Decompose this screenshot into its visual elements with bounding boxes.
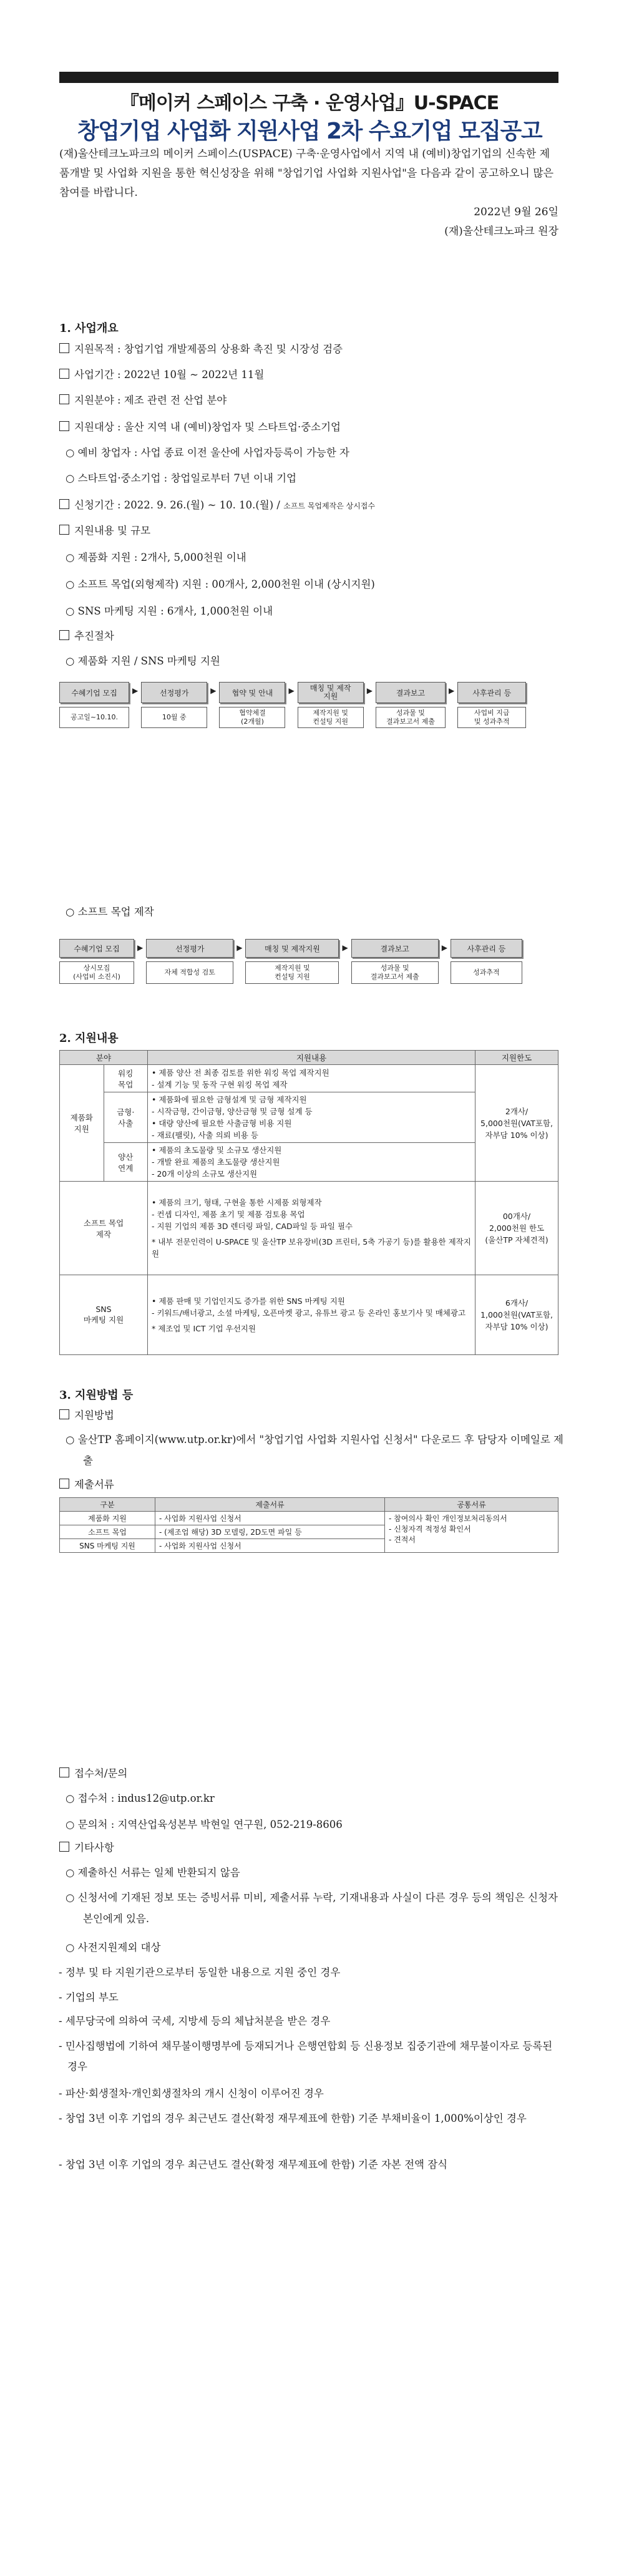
circle-bullet-icon: ○ (66, 1867, 78, 1879)
sub-item: ○ 접수처 : indus12@utp.or.kr (66, 1792, 215, 1804)
overview-item: 지원목적 : 창업기업 개발제품의 상용화 촉진 및 시장성 검증 (59, 339, 565, 360)
arrow-right-icon: ▶ (236, 943, 243, 952)
contact-heading: 접수처/문의 (59, 1763, 565, 1784)
arrow-right-icon: ▶ (342, 943, 348, 952)
exclusion-item: - 세무당국에 의하여 국세, 지방세 등의 체납처분을 받은 경우 (59, 2015, 331, 2027)
sub-item: ○ 소프트 목업 제작 (66, 906, 154, 918)
flow-step: 수혜기업 모집 공고일~10.10. (59, 682, 129, 728)
flow-step: 매칭 및 제작지원 제작지원 및 컨설팅 지원 (245, 939, 339, 984)
docs-heading: 제출서류 (59, 1474, 565, 1495)
page-subtitle: 『메이커 스페이스 구축 · 운영사업』U-SPACE (120, 92, 499, 114)
exclusion-item: - 정부 및 타 지원기관으로부터 동일한 내용으로 지원 중인 경우 (59, 1966, 341, 1978)
flow-step: 협약 및 안내 협약체결 (2개월) (219, 682, 285, 728)
circle-bullet-icon: ○ (66, 552, 78, 563)
circle-bullet-icon: ○ (66, 1942, 78, 1953)
checkbox-icon (59, 499, 69, 509)
circle-bullet-icon: ○ (66, 1434, 78, 1446)
circle-bullet-icon: ○ (66, 655, 78, 667)
title-bar (59, 72, 558, 83)
checkbox-icon (59, 394, 69, 404)
sub-item: ○ SNS 마케팅 지원 : 6개사, 1,000천원 이내 (66, 605, 273, 617)
flow-step: 매칭 및 제작 지원 제작지원 및 컨설팅 지원 (298, 682, 364, 728)
sub-item: ○ 사전지원제외 대상 (66, 1942, 161, 1953)
checkbox-icon (59, 1409, 69, 1419)
signer: (재)울산테크노파크 원장 (444, 225, 558, 238)
checkbox-icon (59, 1767, 69, 1777)
checkbox-icon (59, 630, 69, 640)
apply-heading: 지원방법 (59, 1405, 565, 1426)
checkbox-icon (59, 525, 69, 535)
circle-bullet-icon: ○ (66, 447, 78, 459)
flow-step: 사후관리 등 성과추적 (451, 939, 522, 984)
arrow-right-icon: ▶ (366, 686, 373, 695)
sub-item: ○ 예비 창업자 : 사업 종료 이전 울산에 사업자등록이 가능한 자 (66, 447, 349, 459)
flow-step: 결과보고 성과물 및 결과보고서 제출 (351, 939, 439, 984)
circle-bullet-icon: ○ (66, 472, 78, 484)
sub-item: ○ 제품화 지원 : 2개사, 5,000천원 이내 (66, 552, 246, 563)
docs-table: 구분 제출서류 공통서류 제품화 지원 - 사업화 지원사업 신청서 - 참여의사 확인 개인정보처리동의서 - 신청자격 적정성 확인서 - 견적서 소프트 목업 - (제조업 해당) 3D 모델링, 2D도면 파일 등 SNS 마케팅 지원 - 사업화 지원사업 신청서 (59, 1497, 558, 1553)
arrow-right-icon: ▶ (288, 686, 295, 695)
arrow-right-icon: ▶ (210, 686, 217, 695)
checkbox-icon (59, 1842, 69, 1852)
sub-item: ○ 스타트업·중소기업 : 창업일로부터 7년 이내 기업 (66, 472, 297, 484)
page-title: 창업기업 사업화 지원사업 2차 수요기업 모집공고 (77, 119, 542, 144)
sub-item: ○ 제출하신 서류는 일체 반환되지 않음 (66, 1867, 240, 1879)
process-flow-1 (59, 682, 526, 728)
flow-step: 선정평가 자체 적합성 검토 (146, 939, 233, 984)
checkbox-icon (59, 369, 69, 379)
flow-step: 선정평가 10월 중 (141, 682, 207, 728)
process-flow-2 (59, 939, 522, 984)
exclusion-item: - 민사집행법에 기하여 채무불이행명부에 등재되거나 은행연합회 등 신용정보 집중기관에 채무불이자로 등록된 경우 (59, 2040, 553, 2073)
apply-period: 신청기간 : 2022. 9. 26.(월) ~ 10. 10.(월) / 소프트 목업제작은 상시접수 (59, 495, 565, 517)
arrow-right-icon: ▶ (448, 686, 455, 695)
intro-text: (재)울산테크노파크의 메이커 스페이스(USPACE) 구축·운영사업에서 지역 내 (예비)창업기업의 신속한 제품개발 및 사업화 지원을 통한 혁신성장을 위해 "창업기업 사업화 지원사업"을 다음과 같이 공고하오니 많은 참여를 바랍니다. (59, 148, 554, 199)
overview-item: 사업기간 : 2022년 10월 ~ 2022년 11월 (59, 364, 565, 386)
scale-heading: 지원내용 및 규모 (59, 520, 565, 542)
arrow-right-icon: ▶ (132, 686, 139, 695)
circle-bullet-icon: ○ (66, 1892, 78, 1903)
flow-step: 결과보고 성과물 및 결과보고서 제출 (376, 682, 446, 728)
sub-item: ○ 소프트 목업(외형제작) 지원 : 00개사, 2,000천원 이내 (상시지원) (66, 578, 375, 590)
arrow-right-icon: ▶ (137, 943, 144, 952)
checkbox-icon (59, 343, 69, 353)
exclusion-item: - 기업의 부도 (59, 1991, 119, 2003)
exclusion-item: - 파산·회생절차·개인회생절차의 개시 신청이 이루어진 경우 (59, 2088, 324, 2099)
sub-item: ○ 문의처 : 지역산업육성본부 박현일 연구원, 052-219-8606 (66, 1819, 343, 1830)
proc-heading: 추진절차 (59, 626, 565, 647)
support-table: 분야 지원내용 지원한도 제품화 지원 워킹 목업 • 제품 양산 전 최종 검토를 위한 워킹 목업 제작지원 - 설계 기능 및 동작 구현 워킹 목업 제작 2개사/ 5,000천원(VAT포함, 자부담 10% 이상) 금형· 사출 • 제품화에 필요한 금형설계 및 금형 제작지원 - 시작금형, 간이금형, 양산금형 및 금형 설계 등 • 대량 양산에 필요한 사출금형 비용 지원 - 재료(팰릿), 사출 의뢰 비용 등 양산 연계 • 제품의 초도물량 및 소규모 생산지원 - 개발 완료 제품의 초도물량 생산지원 - 20개 이상의 소규모 생산지원 소프트 목업 제작 • 제품의 크기, 형태, 구현을 통한 시제품 외형제작 - 컨셉 디자인, 제품 초기 및 제품 검토용 목업 - 지원 기업의 제품 3D 렌더링 파일, CAD파일 등 파일 필수 * 내부 전문인력이 U-SPACE 및 울산TP 보유장비(3D 프린터, 5축 가공기 등)를 활용한 제작지원 00개사/ 2,000천원 한도 (울산TP 자체견적) SNS 마케팅 지원 • 제품 판매 및 기업인지도 증가를 위한 SNS 마케팅 지원 - 키워드/배너광고, 소셜 마케팅, 오픈마켓 광고, 유튜브 광고 등 온라인 홍보기사 및 매체광고 * 제조업 및 ICT 기업 우선지원 6개사/ 1,000천원(VAT포함, 자부담 10% 이상) (59, 1050, 558, 1355)
sub-item: ○ 제품화 지원 / SNS 마케팅 지원 (66, 655, 220, 667)
overview-item: 지원대상 : 울산 지역 내 (예비)창업자 및 스타트업·중소기업 (59, 417, 565, 438)
exclusion-item: - 창업 3년 이후 기업의 경우 최근년도 결산(확정 재무제표에 한함) 기준 자본 전액 잠식 (59, 2159, 448, 2170)
flow-step: 사후관리 등 사업비 지급 및 성과추적 (457, 682, 526, 728)
flow-step: 수혜기업 모집 상시모집 (사업비 소진시) (59, 939, 134, 984)
arrow-right-icon: ▶ (441, 943, 447, 952)
section-2-heading: 2. 지원내용 (59, 1032, 119, 1045)
overview-item: 지원분야 : 제조 관련 전 산업 분야 (59, 390, 565, 411)
circle-bullet-icon: ○ (66, 1792, 78, 1804)
announce-date: 2022년 9월 26일 (474, 206, 558, 218)
circle-bullet-icon: ○ (66, 1819, 78, 1830)
exclusion-item: - 창업 3년 이후 기업의 경우 최근년도 결산(확정 재무제표에 한함) 기준 부채비율이 1,000%이상인 경우 (59, 2112, 527, 2124)
checkbox-icon (59, 1479, 69, 1489)
section-1-heading: 1. 사업개요 (59, 322, 119, 335)
checkbox-icon (59, 421, 69, 431)
etc-heading: 기타사항 (59, 1837, 565, 1859)
circle-bullet-icon: ○ (66, 605, 78, 617)
circle-bullet-icon: ○ (66, 906, 78, 918)
circle-bullet-icon: ○ (66, 578, 78, 590)
sub-item: ○ 신청서에 기재된 정보 또는 증빙서류 미비, 제출서류 누락, 기재내용과 사실이 다른 경우 등의 책임은 신청자 본인에게 있음. (66, 1892, 558, 1925)
section-3-heading: 3. 지원방법 등 (59, 1389, 134, 1402)
apply-text: ○ 울산TP 홈페이지(www.utp.or.kr)에서 "창업기업 사업화 지원사업 신청서" 다운로드 후 담당자 이메일로 제출 (66, 1434, 563, 1467)
